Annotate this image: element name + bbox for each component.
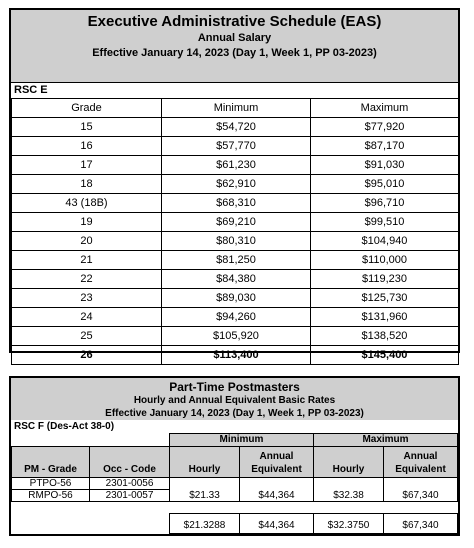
pt-effective-date: Effective January 14, 2023 (Day 1, Week 1, PP 03-2023) [105,408,364,419]
table-row [12,156,459,175]
grade-cell: 15 [12,118,162,137]
pt-header [11,378,458,420]
column-header-min-hourly: Hourly [169,446,240,478]
maximum-cell: $145,400 [311,346,459,365]
minimum-cell: $81,250 [162,251,311,270]
column-header-occ-code: Occ - Code [89,446,170,478]
minimum-cell: $62,910 [162,175,311,194]
column-header-maximum: Maximum [311,99,459,118]
table-row [12,251,459,270]
pm-grade-cell: RMPO-56 [11,489,90,502]
column-header-grade: Grade [12,99,162,118]
eas-subtitle: Annual Salary [197,32,272,44]
grade-cell: 23 [12,289,162,308]
table-row [12,327,459,346]
extra-min-annual-cell: $44,364 [239,513,314,534]
maximum-cell: $138,520 [311,327,459,346]
table-row [12,308,459,327]
table-row [12,346,459,365]
column-header-max-hourly: Hourly [313,446,384,478]
column-header-minimum: Minimum [162,99,311,118]
group-header-maximum: Maximum [313,433,458,447]
table-row [12,213,459,232]
minimum-cell: $80,310 [162,232,311,251]
max-hourly-cell: $32.38 [313,477,384,502]
table-row [12,289,459,308]
grade-cell: 21 [12,251,162,270]
eas-rsc-label: RSC E [14,84,48,96]
maximum-cell: $99,510 [311,213,459,232]
min-annual-cell: $44,364 [239,477,314,502]
max-annual-cell: $67,340 [383,477,458,502]
maximum-cell: $91,030 [311,156,459,175]
table-row [12,175,459,194]
minimum-cell: $54,720 [162,118,311,137]
extra-max-hourly-cell: $32.3750 [313,513,384,534]
minimum-cell: $68,310 [162,194,311,213]
pt-subtitle: Hourly and Annual Equivalent Basic Rates [133,395,336,406]
maximum-cell: $125,730 [311,289,459,308]
table-row [12,118,459,137]
maximum-cell: $96,710 [311,194,459,213]
grade-cell: 43 (18B) [12,194,162,213]
maximum-cell: $110,000 [311,251,459,270]
minimum-cell: $84,380 [162,270,311,289]
grade-cell: 25 [12,327,162,346]
extra-min-hourly-cell: $21.3288 [169,513,240,534]
column-header-pm-grade: PM - Grade [11,446,90,478]
eas-effective-date: Effective January 14, 2023 (Day 1, Week 1, PP 03-2023) [92,47,377,59]
table-row [12,194,459,213]
minimum-cell: $61,230 [162,156,311,175]
minimum-cell: $94,260 [162,308,311,327]
eas-header [11,10,458,83]
grade-cell: 18 [12,175,162,194]
pt-rsc-label: RSC F (Des-Act 38-0) [14,421,115,432]
pm-grade-cell: PTPO-56 [11,477,90,490]
min-hourly-cell: $21.33 [169,477,240,502]
maximum-cell: $104,940 [311,232,459,251]
maximum-cell: $87,170 [311,137,459,156]
eas-column-header-row [12,99,459,118]
column-header-min-annual: Annual Equivalent [239,446,314,478]
minimum-cell: $105,920 [162,327,311,346]
minimum-cell: $89,030 [162,289,311,308]
maximum-cell: $131,960 [311,308,459,327]
table-row [12,232,459,251]
eas-grid [11,98,459,365]
maximum-cell: $77,920 [311,118,459,137]
group-header-minimum: Minimum [169,433,314,447]
grade-cell: 19 [12,213,162,232]
pt-title: Part-Time Postmasters [169,380,300,394]
minimum-cell: $69,210 [162,213,311,232]
part-time-postmasters-table [9,376,460,536]
grade-cell: 17 [12,156,162,175]
grade-cell: 20 [12,232,162,251]
grade-cell: 16 [12,137,162,156]
grade-cell: 26 [12,346,162,365]
extra-max-annual-cell: $67,340 [383,513,458,534]
maximum-cell: $95,010 [311,175,459,194]
maximum-cell: $119,230 [311,270,459,289]
minimum-cell: $113,400 [162,346,311,365]
table-row [12,270,459,289]
occ-code-cell: 2301-0057 [89,489,170,502]
minimum-cell: $57,770 [162,137,311,156]
eas-title: Executive Administrative Schedule (EAS) [87,13,382,30]
table-row [12,137,459,156]
eas-salary-table [9,8,460,361]
occ-code-cell: 2301-0056 [89,477,170,490]
grade-cell: 22 [12,270,162,289]
column-header-max-annual: Annual Equivalent [383,446,458,478]
grade-cell: 24 [12,308,162,327]
